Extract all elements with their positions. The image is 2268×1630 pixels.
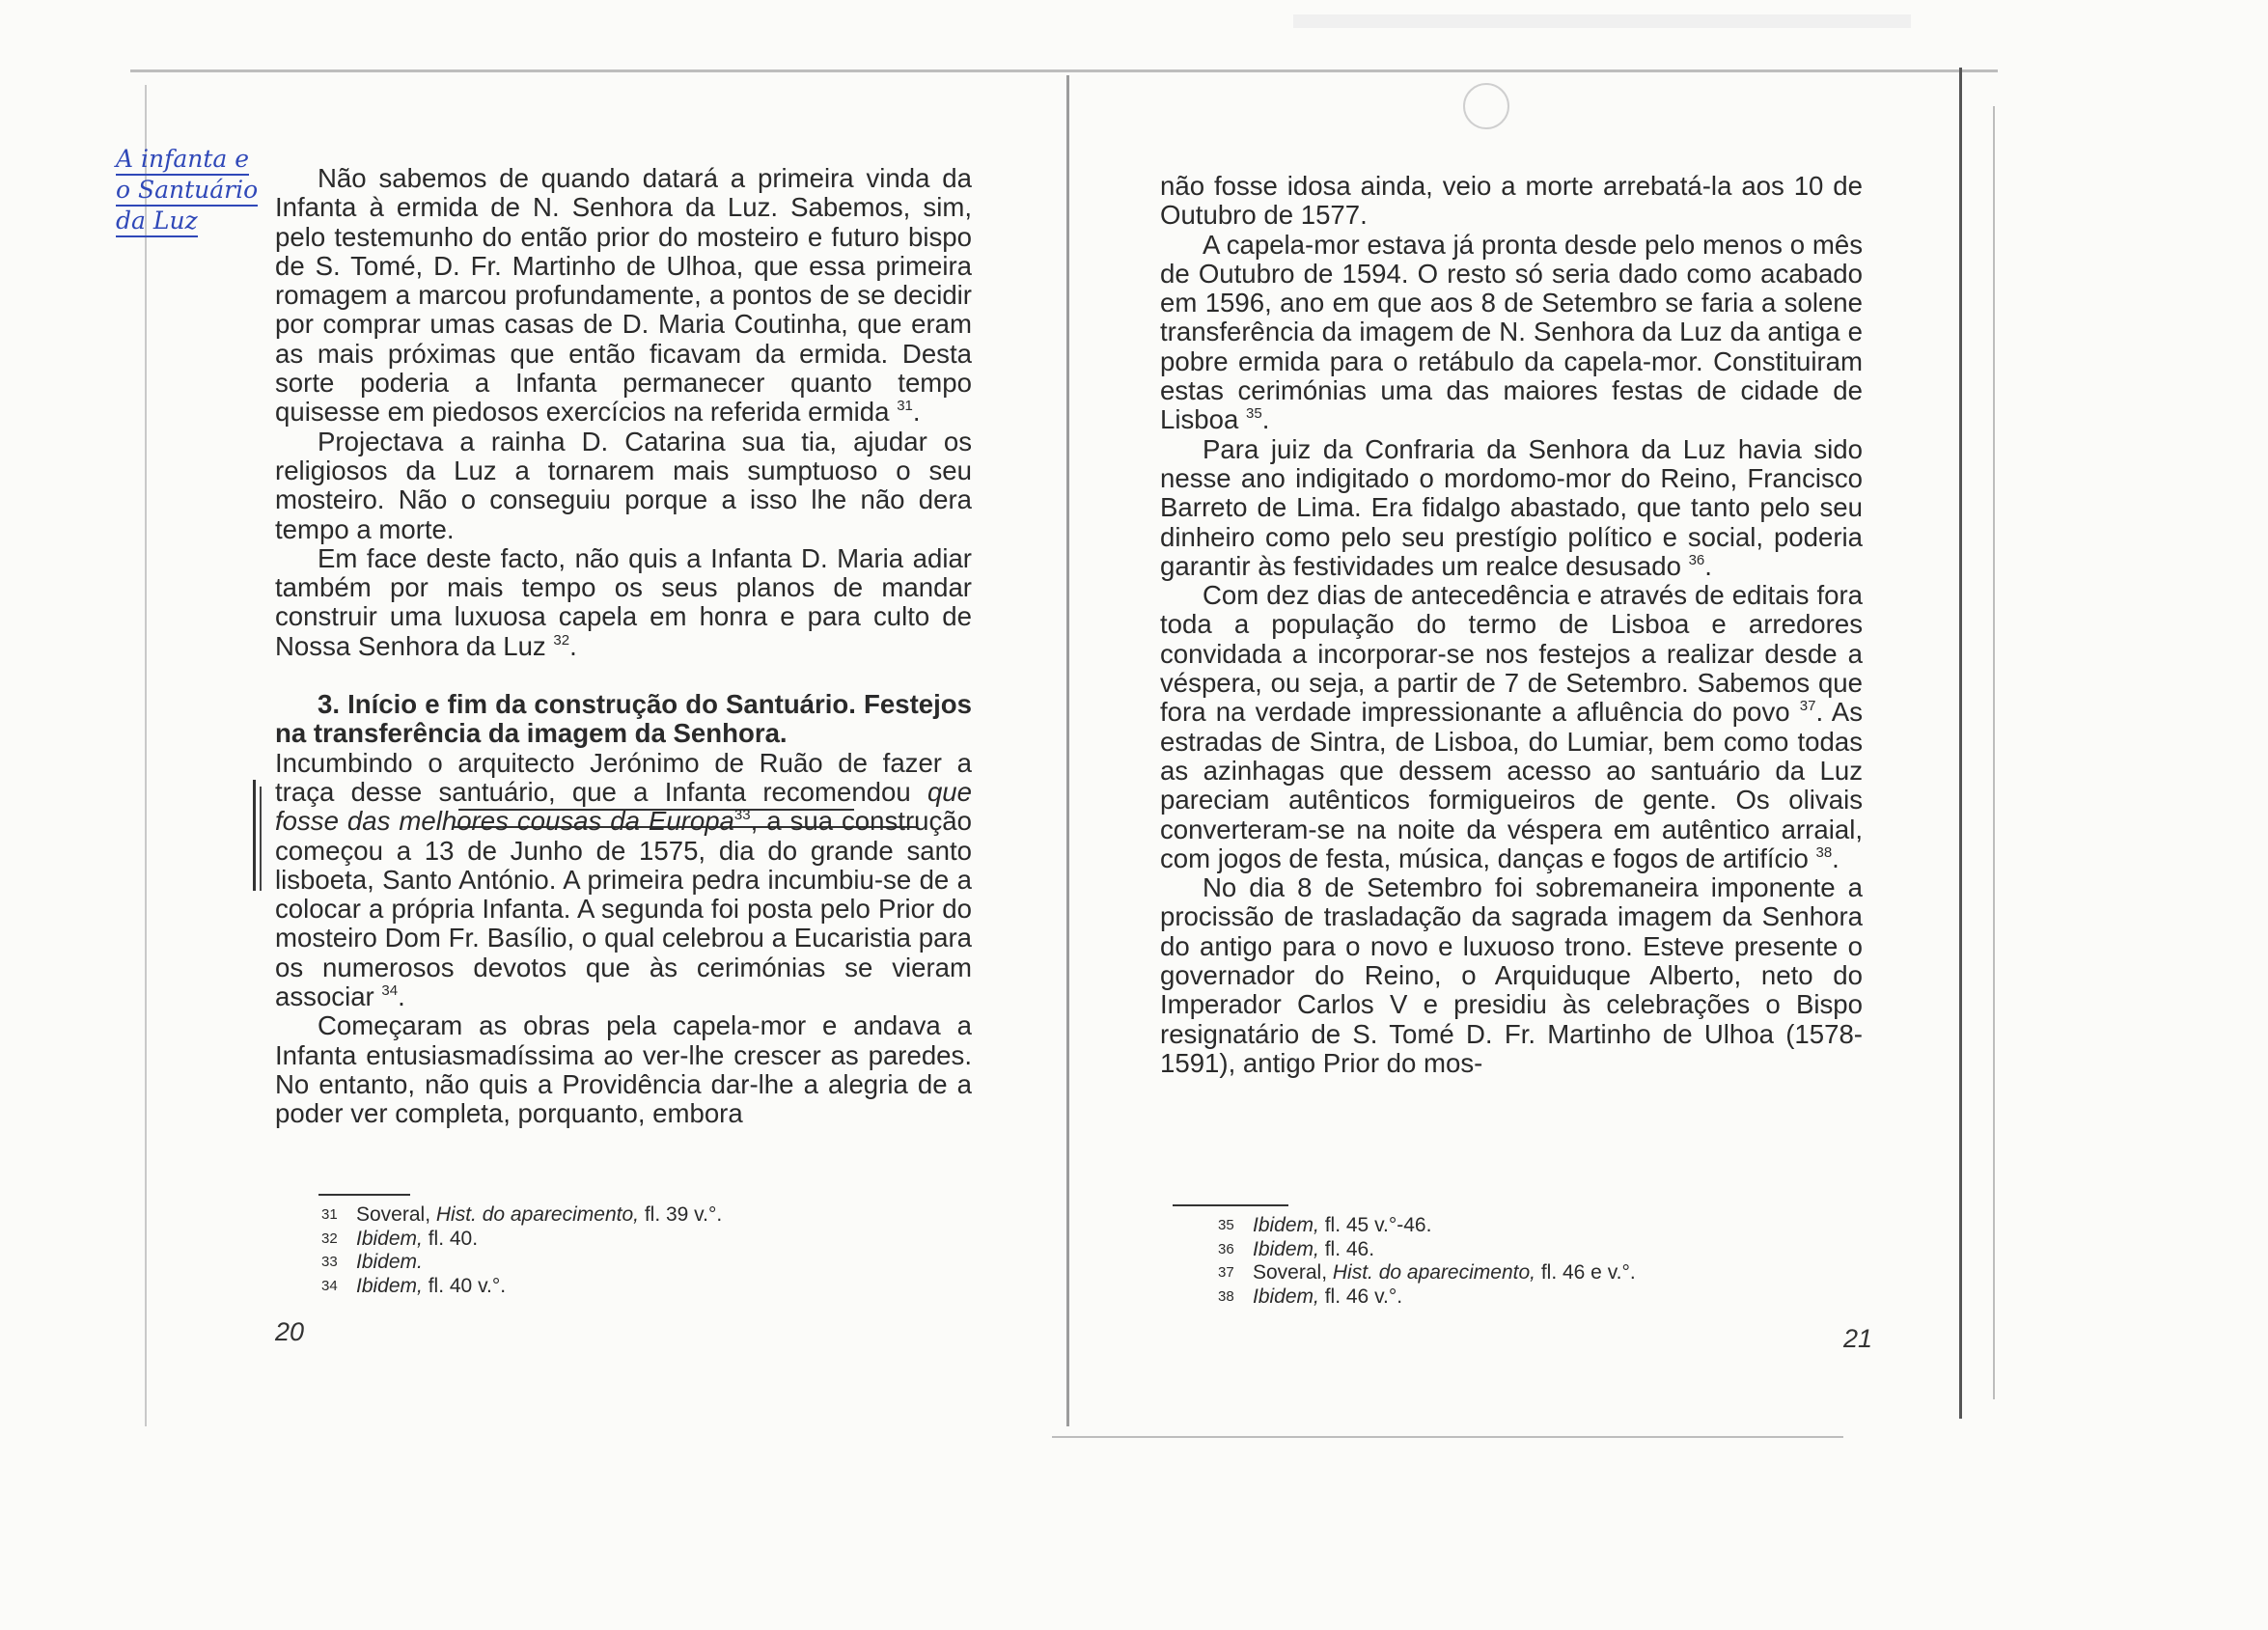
right-page-edge-inner — [1993, 106, 1995, 1399]
footnote: 32 Ibidem, fl. 40. — [321, 1227, 479, 1250]
margin-mark-bar — [260, 787, 262, 891]
scan-artifact-stripe — [1293, 14, 1911, 28]
footnote-rule — [318, 1194, 410, 1196]
punch-hole — [1463, 83, 1509, 129]
paragraph: Para juiz da Confraria da Senhora da Luz havia sido nesse ano indigitado o mordomo-mor do Reino, Francisco Barreto de Lima. Era fidalgo abastado, que tanto pelo seu dinheiro como pelo seu prestígio político e social, poderia garantir às festividades um realce desusado $^{36}$. — [1160, 433, 1863, 581]
section-heading: 3. Início e fim da construção do Santuário. Festejos na transferência da imagem da Senhora. — [275, 689, 972, 749]
book-gutter — [1066, 75, 1069, 1426]
paragraph: não fosse idosa ainda, veio a morte arrebatá-la aos 10 de Outubro de 1577. — [1160, 171, 1863, 231]
left-page-edge — [145, 85, 147, 1426]
right-page-edge — [1959, 68, 1962, 1419]
paragraph: Em face deste facto, não quis a Infanta D. Maria adiar também por mais tempo os seus planos de mandar construir uma luxuosa capela em honra e para culto de Nossa Senhora da Luz $^{32}$. — [275, 542, 972, 661]
margin-mark-bar — [253, 780, 256, 891]
left-page-body — [275, 164, 972, 1129]
footnote: 36 Ibidem, fl. 46. — [1218, 1237, 1375, 1260]
footnote: 33 Ibidem. — [321, 1251, 423, 1273]
footnote: 37 Soveral, Hist. do aparecimento, fl. 46 e v.°. — [1218, 1261, 1636, 1284]
margin-note-line: o Santuário — [116, 176, 258, 207]
footnote: 38 Ibidem, fl. 46 v.°. — [1218, 1285, 1403, 1308]
right-footnotes — [1218, 1214, 1636, 1309]
left-footnotes — [321, 1203, 722, 1298]
paragraph: A capela-mor estava já pronta desde pelo menos o mês de Outubro de 1594. O resto só seria dado como acabado em 1596, ano em que aos 8 de Setembro se faria a solene transferência da imagem de N. Senhora da Luz da antiga e pobre ermida para o retábulo da capela-mor. Constituiram estas cerimónias uma das maiores festas de cidade de Lisboa $^{35}$. — [1160, 229, 1863, 435]
footnote-rule — [1173, 1204, 1288, 1206]
page-number: 20 — [275, 1317, 305, 1346]
bottom-page-edge — [1052, 1436, 1843, 1438]
paragraph: Com dez dias de antecedência e através de editais fora toda a população do termo de Lisboa e arredores convidada a incorporar-se nos festejos a realizar desde a véspera, ou seja, a partir de 7 de Setembro. Sabemos que fora na verdade impressionante a afluência do povo $^{37}$. As estradas de Sintra, de Lisboa, do Lumiar, bem como todas as azinhagas que dessem acesso ao santuário da Luz pareciam autênticos formigueiros de gente. Os olivais converteram-se na noite da véspera em autêntico arraial, com jogos de festa, música, danças e fogos de artifício $^{38}$. — [1160, 580, 1864, 873]
footnote: 35 Ibidem, fl. 45 v.°-46. — [1218, 1214, 1432, 1236]
footnote: 34 Ibidem, fl. 40 v.°. — [321, 1274, 507, 1297]
margin-note-line: A infanta e — [116, 145, 249, 176]
paragraph: Começaram as obras pela capela-mor e andava a Infanta entusiasmadíssima ao ver-lhe crescer as paredes. No entanto, não quis a Providência dar-lhe a alegria de a poder ver completa, porquanto, embora — [275, 1010, 972, 1129]
right-page-body — [1160, 172, 1863, 1078]
paragraph: No dia 8 de Setembro foi sobremaneira imponente a procissão de trasladação da sagrada imagem da Senhora do antigo para o novo e luxuoso trono. Esteve presente o governador do Reino, o Arquiduque Alberto, neto do Imperador Carlos V e presidiu às celebrações o Bispo resignatário de S. Tomé D. Fr. Martinho de Ulhoa (1578-1591), antigo Prior do mos- — [1160, 872, 1863, 1078]
paragraph: Não sabemos de quando datará a primeira vinda da Infanta à ermida de N. Senhora da Luz. Sabemos, sim, pelo testemunho do então prior do mosteiro e futuro bispo de S. Tomé, D. Fr. Martinho de Ulhoa, que essa primeira romagem a marcou profundamente, a pontos de se decidir por comprar umas casas de D. Maria Coutinha, que eram as mais próximas que então ficavam da ermida. Desta sorte poderia a Infanta permanecer quanto tempo quisesse em piedosos exercícios na referida ermida $^{31}$. — [275, 163, 972, 428]
margin-note-line: da Luz — [116, 207, 198, 237]
footnote: 31 Soveral, Hist. do aparecimento, fl. 39 v.°. — [321, 1203, 723, 1226]
paragraph: Incumbindo o arquitecto Jerónimo de Ruão de fazer a traça desse santuário, que a Infanta recomendou que fosse das melhores cousas da Europa$^{33}$, a sua construção começou a 13 de Junho de 1575, dia do grande santo lisboeta, Santo António. A primeira pedra incumbiu-se de a colocar a própria Infanta. A segunda foi posta pelo Prior do mosteiro Dom Fr. Basílio, o qual celebrou a Eucaristia para os numerosos devotos que às cerimónias se vieram associar $^{34}$. — [275, 747, 972, 1012]
paragraph: Projectava a rainha D. Catarina sua tia, ajudar os religiosos da Luz a tornarem mais sumptuoso o seu mosteiro. Não o conseguiu porque a isso lhe não dera tempo a morte. — [275, 426, 972, 544]
page-number: 21 — [1843, 1324, 1873, 1353]
handwritten-margin-note — [116, 145, 270, 237]
